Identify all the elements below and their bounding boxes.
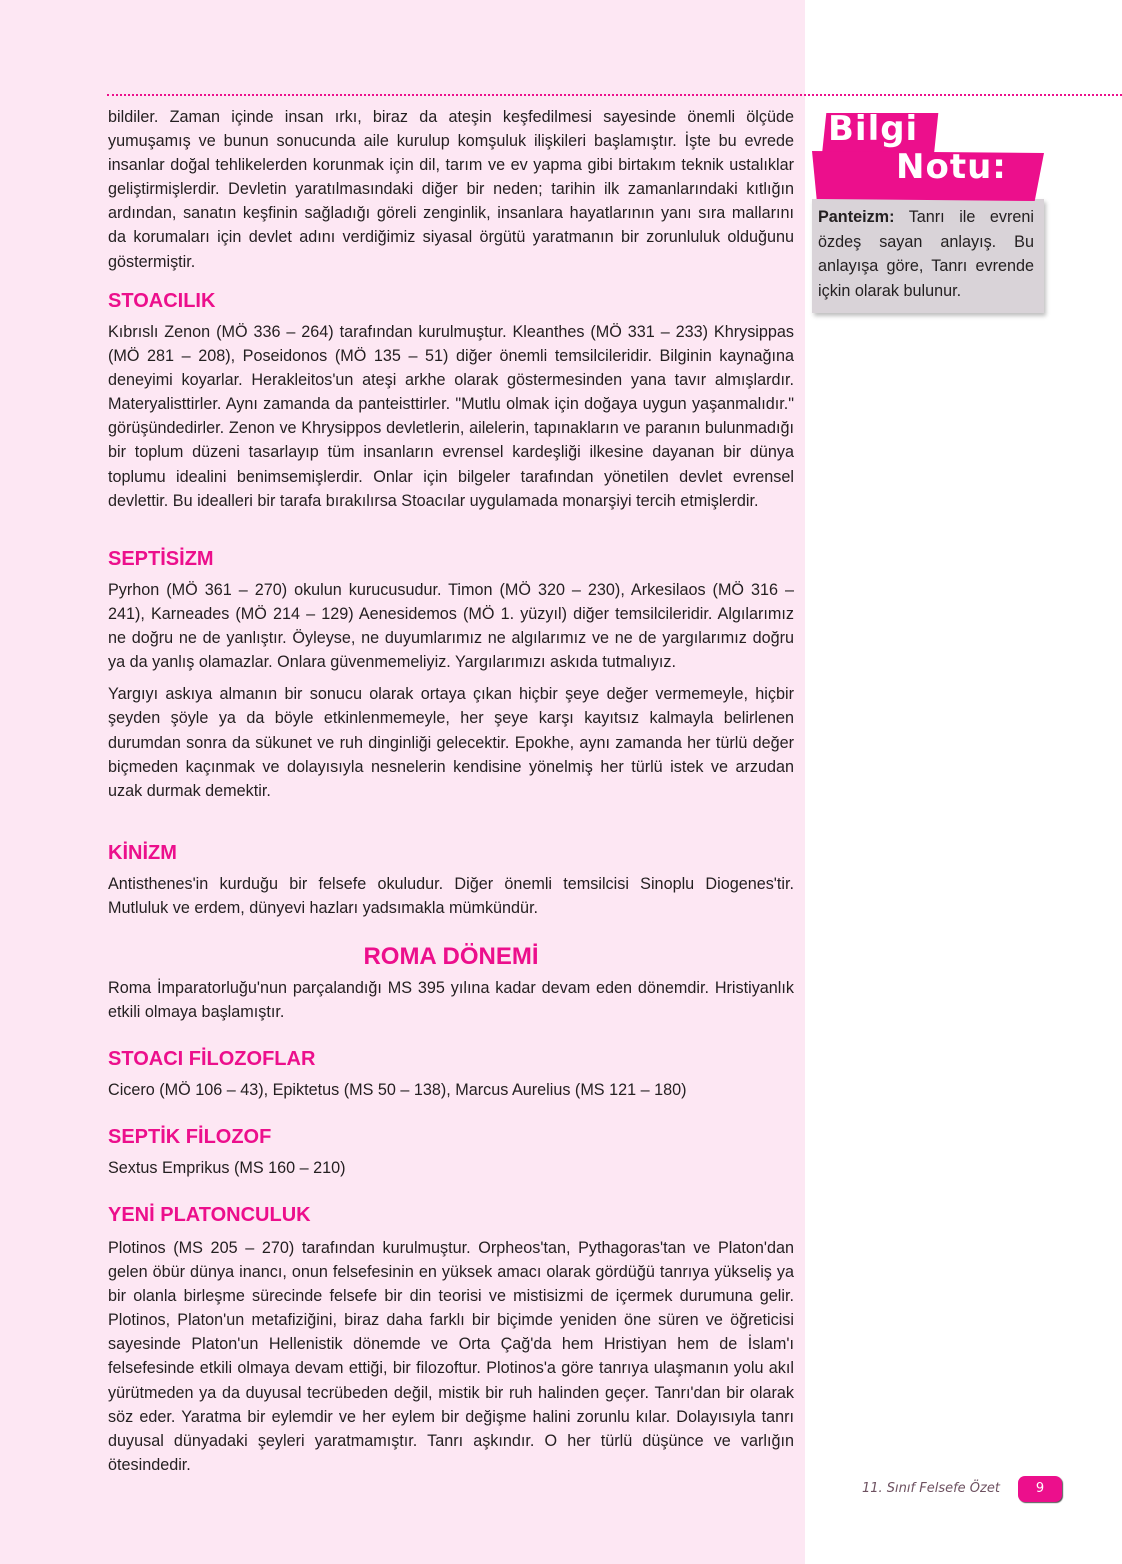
section-yeni-platonculuk — [108, 1202, 794, 1477]
section-heading: STOACI FİLOZOFLAR — [108, 1048, 316, 1070]
section-septisizm — [108, 546, 794, 803]
book-title: 11. Sınıf Felsefe Özet — [862, 1481, 1000, 1496]
section-roma-donemi — [108, 942, 794, 1024]
section-paragraph: Yargıyı askıya almanın bir sonucu olarak ortaya çıkan hiçbir şeye değer vermemeyle, hiçbir şeyden şöyle ya da böyle etkinlenmemeyle, her şeye karşı kayıtsız kalmayla belirlenen durumdan sonra da sükunet ve ruh dinginliği gelecektir. Epokhe, aynı zamanda her türlü değer biçmeden kaçınmak ve dolayısıyla nesnelerin kendisine yönelmiş her türlü istek ve arzudan uzak durmak demektir. — [108, 685, 794, 800]
page-number: 9 — [1018, 1476, 1062, 1502]
info-note-badge — [812, 109, 1044, 199]
chapter-heading: ROMA DÖNEMİ — [363, 943, 539, 970]
info-note — [812, 109, 1044, 313]
section-kinizm — [108, 840, 794, 920]
info-note-text — [818, 205, 1034, 303]
section-stoacilik — [108, 288, 794, 513]
section-heading: KİNİZM — [108, 842, 177, 864]
section-heading: SEPTİK FİLOZOF — [108, 1126, 272, 1148]
section-heading: STOACILIK — [108, 290, 216, 312]
section-paragraph: Sextus Emprikus (MS 160 – 210) — [108, 1159, 346, 1177]
intro-block — [108, 105, 794, 274]
top-divider — [107, 94, 1122, 96]
section-paragraph: Roma İmparatorluğu'nun parçalandığı MS 395 yılına kadar devam eden dönemdir. Hristiyanlık etkili olmaya başlamıştır. — [108, 979, 794, 1022]
section-paragraph: Plotinos (MS 205 – 270) tarafından kurulmuştur. Orpheos'tan, Pythagoras'tan ve Platon'dan gelen öbür dünya inancı, onun felsefesinin en yüksek amacı olarak gördüğü tanrıya yükseliş ya bir olanla birleşme sürecinde felsefe bir din teorisi ve mistisizmi de içermek durumuna gelir. Plotinos, Platon'un metafiziğini, biraz daha farklı bir biçimde yeniden öne süren ve öğreticisi sayesinde Platon'un Hellenistik dönemde ve Orta Çağ'da hem Hristiyan hem de İslam'ı felsefesinde etkili olmaya devam ettiği, bir filozoftur. Plotinos'a göre tanrıya ulaşmanın yolu akıl yürütmeden ya da duyusal tecrübeden değil, mistik bir ruh halinden geçer. Tanrı'dan bir olarak söz eder. Yaratma bir eylemdir ve her eylem bir değişme halini zorunlu kılar. Dolayısıyla tanrı duyusal dünyadaki şeyleri yaratmamıştır. Tanrı aşkındır. O her türlü düşünce ve varlığın ötesindedir. — [108, 1239, 794, 1474]
badge-line-2: Notu: — [896, 147, 1007, 187]
section-paragraph: Antisthenes'in kurduğu bir felsefe okuludur. Diğer önemli temsilcisi Sinoplu Diogenes'tir. Mutluluk ve erdem, dünyevi hazları yadsımakla mümkündür. — [108, 875, 794, 918]
note-term: Panteizm: — [818, 208, 895, 226]
section-heading: YENİ PLATONCULUK — [108, 1204, 311, 1226]
section-paragraph: Kıbrıslı Zenon (MÖ 336 – 264) tarafından kurulmuştur. Kleanthes (MÖ 331 – 233) Khrysippas (MÖ 281 – 208), Poseidonos (MÖ 135 – 51) diğer önemli temsilcileridir. Bilginin kaynağına deneyimi koyarlar. Herakleitos'un ateşi arkhe olarak göstermesinden yana tavır almışlardır. Materyalisttirler. Aynı zamanda da panteisttirler. "Mutlu olmak için doğaya uygun yaşanmalıdır." görüşündedirler. Zenon ve Khrysippos devletlerin, ailelerin, tapınakların ve paranın bulunmadığı bir toplum düzeni tasarlayıp tüm insanların evrensel kardeşliği ilkesine dayanan bir dünya toplumu idealini benimsemişlerdir. Onlar için bilgeler tarafından yönetilen devlet evrensel devlettir. Bu idealleri bir tarafa bırakılırsa Stoacılar uygulamada monarşiyi tercih etmişlerdir. — [108, 323, 794, 510]
note-definition: Tanrı ile evreni özdeş sayan anlayış. Bu anlayışa göre, Tanrı evrende içkin olarak bulunur. — [818, 208, 1034, 300]
info-note-box — [812, 199, 1044, 313]
section-paragraph: Cicero (MÖ 106 – 43), Epiktetus (MS 50 – 138), Marcus Aurelius (MS 121 – 180) — [108, 1081, 687, 1099]
page-footer — [840, 1476, 1070, 1506]
section-stoaci-filozoflar — [108, 1046, 794, 1102]
intro-paragraph: bildiler. Zaman içinde insan ırkı, biraz da ateşin keşfedilmesi sayesinde önemli ölçüde yumuşamış ve bunun sonucunda aile kurulup komşuluk ilişkileri başlamıştır. İşte bu evrede insanlar doğal tehlikelerden korunmak için dil, tarım ve ev yapma gibi birtakım teknik ustalıklar geliştirmişlerdir. Devletin yaratılmasındaki diğer bir neden; tarihin ilk zamanlarındaki kıtlığın ardından, sanatın keşfinin sağladığı göreli zenginlik, insanlara hayatlarının yanı sıra mallarını da korumaları için devlet adını verdiğimiz siyasal örgütü yaratmanın bir zorunluluk olduğunu göstermiştir. — [108, 108, 794, 271]
badge-line-1: Bilgi — [828, 109, 919, 149]
section-septik-filozof — [108, 1124, 794, 1180]
section-paragraph: Pyrhon (MÖ 361 – 270) okulun kurucusudur. Timon (MÖ 320 – 230), Arkesilaos (MÖ 316 – 241), Karneades (MÖ 214 – 129) Aenesidemos (MÖ 1. yüzyıl) diğer temsilcileridir. Algılarımız ne doğru ne de yanlıştır. Öyleyse, ne duyumlarımız ne algılarımız ve ne de yargılarımız doğru ya da yanlış olamazlar. Onlara güvenmemeliyiz. Yargılarımızı askıda tutmalıyız. — [108, 581, 794, 672]
section-heading: SEPTİSİZM — [108, 548, 214, 570]
